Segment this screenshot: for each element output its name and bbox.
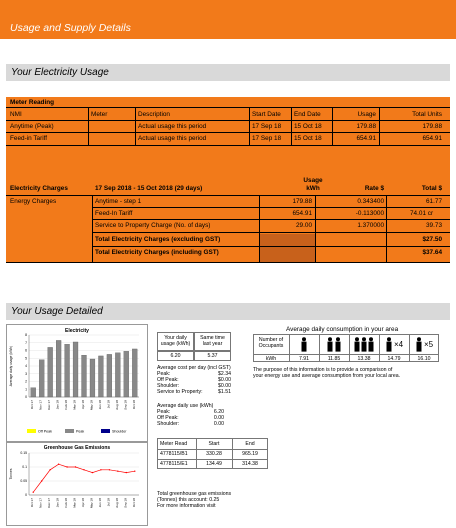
meter-row-end: 15 Oct 18 — [294, 123, 322, 130]
last-year-label-2: last year — [202, 341, 223, 347]
x-tick-label: Jul 18 — [106, 498, 111, 507]
y-tick-label: 0 — [25, 395, 27, 400]
electricity-chart-svg — [7, 325, 147, 441]
divider — [259, 196, 260, 262]
x-tick-label: Jan 18 — [55, 498, 60, 508]
chart-title: Greenhouse Gas Emissions — [43, 445, 111, 451]
legend-label: Off Peak — [38, 429, 52, 434]
total-excl-label: Total Electricity Charges (excluding GST) — [95, 236, 221, 243]
x-tick-label: Oct 18 — [131, 498, 136, 508]
charges-period: 17 Sep 2018 - 15 Oct 2018 (29 days) — [95, 185, 203, 192]
data-point — [83, 469, 84, 470]
bar — [98, 356, 103, 397]
divider — [157, 459, 268, 460]
four-people-label: ×4 — [394, 340, 404, 349]
charge-row-label: Anytime - step 1 — [95, 198, 142, 205]
y-tick-label: 5 — [25, 356, 27, 361]
meter-row-total: 654.91 — [422, 135, 442, 142]
charges-title: Electricity Charges — [10, 185, 68, 192]
divider — [291, 108, 292, 145]
data-point — [58, 464, 59, 465]
avg-use-label: Peak: — [157, 409, 171, 415]
data-point — [66, 466, 67, 467]
total-incl-value: $37.64 — [422, 249, 442, 256]
x-tick-label: Jun 18 — [97, 400, 102, 410]
charge-row-rate: -0.113000 — [355, 210, 384, 217]
charge-row-total: 61.77 — [426, 198, 442, 205]
x-tick-label: Oct 17 — [30, 400, 35, 410]
data-point — [41, 480, 42, 481]
last-year-label-1: Same time — [200, 335, 225, 341]
bar — [82, 355, 87, 397]
y-tick-label: 6 — [25, 348, 27, 353]
y-tick-label: 1 — [25, 387, 27, 392]
area-kwh-value: 14.79 — [387, 356, 401, 362]
x-tick-label: Oct 18 — [131, 400, 136, 410]
col-nmi: NMI — [10, 111, 22, 118]
bar — [124, 351, 129, 397]
meter-row-end: 15 Oct 18 — [294, 135, 322, 142]
legend-swatch — [65, 429, 74, 433]
avg-cost-title: Average cost per day (incl GST) — [157, 365, 231, 371]
y-axis-label: Average daily usage (kWh) — [9, 345, 13, 387]
data-point — [109, 469, 110, 470]
divider — [249, 108, 250, 145]
x-tick-label: Apr 18 — [81, 498, 85, 508]
two-people-icon — [326, 337, 342, 352]
ghg-note-line: (Tonnes) this account: 0.25 — [157, 497, 220, 503]
x-tick-label: Sep 18 — [123, 400, 128, 410]
x-tick-label: Jul 18 — [106, 400, 111, 409]
total-incl-label: Total Electricity Charges (including GST) — [95, 249, 219, 256]
meter-row-description: Actual usage this period — [138, 123, 207, 130]
x-tick-label: Nov 17 — [38, 400, 43, 410]
meter-read-start: 134.49 — [206, 461, 222, 467]
meter-end-header: End — [245, 441, 255, 447]
col-start-date: Start Date — [252, 111, 281, 118]
data-point — [117, 471, 118, 472]
avg-cost-label: Service to Property: — [157, 389, 203, 395]
col-end-date: End Date — [294, 111, 321, 118]
ghg-note-line: For more information visit — [157, 503, 216, 509]
y-tick-label: 0.05 — [20, 479, 27, 484]
meter-row-total: 179.88 — [422, 123, 442, 130]
legend-swatch — [27, 429, 36, 433]
daily-usage-value: 6.20 — [170, 353, 181, 359]
divider — [92, 219, 450, 220]
x-tick-label: Nov 17 — [38, 498, 43, 508]
col-meter: Meter — [91, 111, 108, 118]
meter-start-header: Start — [208, 441, 220, 447]
divider — [157, 449, 268, 450]
charge-row-rate: 1.370000 — [357, 222, 384, 229]
meter-read-end: 314.38 — [242, 461, 258, 467]
area-kwh-value: 16.10 — [417, 356, 431, 362]
charge-row-total: 39.73 — [426, 222, 442, 229]
bar — [31, 388, 36, 397]
x-tick-label: Apr 18 — [81, 400, 85, 410]
daily-usage-label-1: Your daily — [164, 335, 187, 341]
divider — [253, 354, 439, 355]
y-tick-label: 8 — [25, 333, 27, 338]
meter-row-start: 17 Sep 18 — [252, 135, 282, 142]
x-tick-label: Jan 18 — [55, 400, 60, 410]
divider — [6, 262, 450, 263]
total-excl-value: $27.50 — [422, 236, 442, 243]
meter-row-nmi: Feed-in Tariff — [10, 135, 48, 142]
divider — [6, 195, 450, 196]
divider — [332, 108, 333, 145]
legend-swatch — [101, 429, 110, 433]
divider — [88, 108, 89, 145]
col-description: Description — [138, 111, 170, 118]
five-people-label: ×5 — [424, 340, 434, 349]
avg-use-value: 0.00 — [213, 421, 224, 427]
charge-row-label: Feed-In Tariff — [95, 210, 133, 217]
x-tick-label: Mar 18 — [72, 400, 77, 410]
daily-usage-label-2: usage (kWh) — [160, 341, 191, 347]
bar — [56, 340, 61, 397]
total-header: Total $ — [421, 185, 442, 192]
y-axis-label: Tonnes — [9, 468, 13, 480]
y-tick-label: 3 — [25, 371, 27, 376]
avg-use-title: Average daily use (kWh) — [157, 403, 214, 409]
data-point — [92, 472, 93, 473]
col-usage: Usage — [357, 111, 376, 118]
divider — [92, 232, 450, 233]
avg-use-value: 0.00 — [213, 415, 224, 421]
rate-header: Rate $ — [364, 185, 384, 192]
series-line — [33, 464, 135, 492]
meter-row-nmi: Anytime (Peak) — [10, 123, 54, 130]
charge-row-usage: 654.91 — [292, 210, 312, 217]
charge-row-total: 74.01 cr — [410, 210, 434, 217]
y-tick-label: 0.15 — [20, 451, 27, 456]
bar — [115, 353, 120, 397]
usage-header: Usage — [303, 177, 323, 184]
meter-row-description: Actual usage this period — [138, 135, 207, 142]
area-title: Average daily consumption in your area — [286, 326, 399, 333]
meter-row-start: 17 Sep 18 — [252, 123, 282, 130]
divider — [379, 108, 380, 145]
data-point — [126, 472, 127, 473]
one-person-icon — [298, 337, 310, 352]
x-tick-label: Sep 18 — [123, 498, 128, 508]
ghg-chart-svg — [7, 443, 147, 525]
meter-read-end: 965.19 — [242, 451, 258, 457]
x-tick-label: Oct 17 — [30, 498, 35, 508]
avg-cost-value: $2.34 — [218, 371, 231, 377]
meter-read-header: Meter Read — [160, 441, 188, 447]
divider — [135, 108, 136, 145]
electricity-usage-title: Your Electricity Usage — [11, 67, 109, 78]
usage-detailed-title: Your Usage Detailed — [11, 306, 103, 317]
divider — [6, 120, 450, 121]
x-tick-label: Dec 17 — [47, 498, 52, 508]
avg-use-label: Off Peak: — [157, 415, 179, 421]
electricity-usage-header — [6, 64, 450, 81]
person-icon — [414, 337, 424, 352]
usage-unit-header: kWh — [306, 185, 320, 192]
x-tick-label: Mar 18 — [72, 498, 77, 508]
occupants-label-1: Number of — [258, 337, 284, 343]
meter-row-usage: 654.91 — [356, 135, 376, 142]
bar — [73, 342, 78, 397]
area-kwh-value: 11.85 — [327, 356, 341, 362]
kwh-label: kWh — [265, 356, 277, 362]
area-note-line: your energy use and average consumption from your local area. — [253, 373, 401, 379]
charge-row-usage: 179.88 — [292, 198, 312, 205]
charge-row-label: Service to Property Charge (No. of days) — [95, 222, 211, 229]
data-point — [33, 492, 34, 493]
occupants-label-2: Occupants — [258, 343, 284, 349]
data-point — [134, 471, 135, 472]
ghg-note-line: Total greenhouse gas emissions — [157, 491, 232, 497]
divider — [386, 196, 387, 262]
three-people-icon — [353, 337, 375, 352]
divider — [92, 207, 450, 208]
usage-detailed-header — [6, 303, 450, 320]
x-tick-label: Jun 18 — [97, 498, 102, 508]
data-point — [49, 469, 50, 470]
divider — [315, 196, 316, 262]
meter-read-start: 330.28 — [206, 451, 222, 457]
charges-category: Energy Charges — [10, 198, 57, 205]
x-tick-label: Feb 18 — [64, 498, 69, 508]
meter-reading-title: Meter Reading — [10, 99, 55, 106]
bar — [107, 354, 112, 397]
divider — [92, 196, 93, 262]
legend-label: Peak — [76, 429, 85, 434]
area-kwh-value: 7.91 — [298, 356, 310, 362]
data-point — [100, 469, 101, 470]
avg-cost-value: $0.00 — [218, 377, 231, 383]
divider — [6, 132, 450, 133]
charge-row-rate: 0.343400 — [357, 198, 384, 205]
x-tick-label: Dec 17 — [47, 400, 52, 410]
bar — [48, 347, 53, 397]
last-year-value: 5.37 — [207, 353, 218, 359]
meter-read-id: 4778115/B1 — [160, 451, 188, 457]
x-tick-label: Aug 18 — [114, 498, 119, 508]
data-point — [75, 466, 76, 467]
meter-row-usage: 179.88 — [356, 123, 376, 130]
y-tick-label: 4 — [25, 364, 27, 369]
person-icon — [384, 337, 394, 352]
divider — [6, 107, 450, 108]
meter-read-id: 4778115/E1 — [160, 461, 188, 467]
chart-title: Electricity — [65, 328, 89, 334]
legend-label: Shoulder — [112, 429, 127, 434]
electricity-chart — [6, 324, 148, 442]
charges-shade — [259, 234, 315, 262]
charge-row-usage: 29.00 — [296, 222, 312, 229]
avg-cost-label: Shoulder: — [157, 383, 180, 389]
bar — [132, 349, 137, 397]
y-tick-label: 0.1 — [22, 465, 27, 470]
area-note-line: The purpose of this information is to provide a comparison of — [253, 367, 393, 373]
meter-and-charges-panel — [6, 97, 450, 263]
x-tick-label: Aug 18 — [114, 400, 119, 410]
y-tick-label: 7 — [25, 340, 27, 345]
avg-use-value: 6.20 — [213, 409, 224, 415]
x-tick-label: May 18 — [89, 400, 94, 411]
avg-cost-label: Off Peak: — [157, 377, 179, 383]
bar — [65, 344, 70, 397]
section-title: Usage and Supply Details — [10, 22, 131, 34]
divider — [92, 246, 450, 247]
x-tick-label: Feb 18 — [64, 400, 69, 410]
ghg-chart — [6, 442, 148, 526]
bar — [39, 360, 44, 397]
col-total-units: Total Units — [412, 111, 442, 118]
avg-cost-value: $1.51 — [218, 389, 231, 395]
bar — [90, 359, 95, 397]
avg-cost-label: Peak: — [157, 371, 171, 377]
avg-use-label: Shoulder: — [157, 421, 180, 427]
section-header — [0, 0, 456, 39]
area-kwh-value: 13.38 — [357, 356, 371, 362]
y-tick-label: 2 — [25, 379, 27, 384]
avg-cost-value: $0.00 — [218, 383, 231, 389]
y-tick-label: 0 — [25, 493, 27, 498]
divider — [6, 145, 450, 146]
x-tick-label: May 18 — [89, 498, 94, 509]
